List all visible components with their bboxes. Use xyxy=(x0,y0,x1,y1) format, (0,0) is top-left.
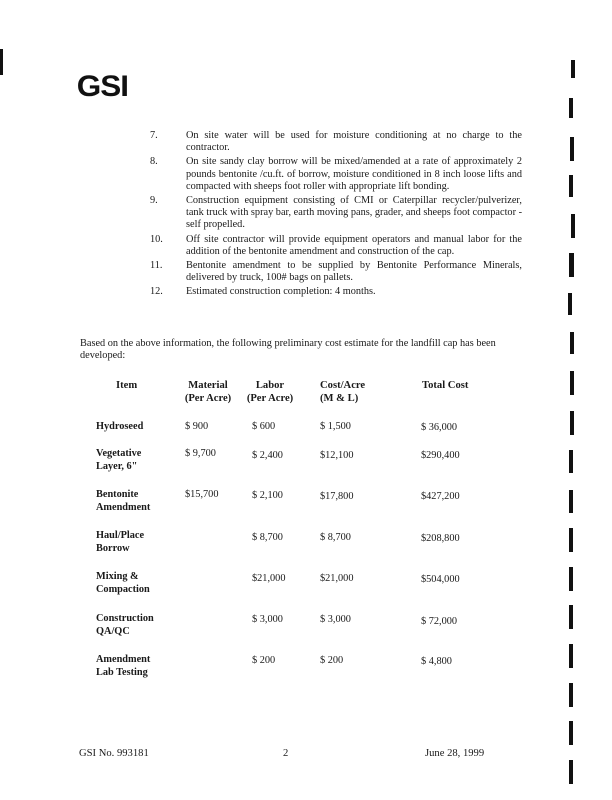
scan-mark xyxy=(571,60,575,78)
page-number: 2 xyxy=(283,748,289,759)
header-material-line2: (Per Acre) xyxy=(184,393,232,404)
row-labor: $ 2,100 xyxy=(252,490,283,501)
list-number: 9. xyxy=(150,195,158,207)
row-material: $ 900 xyxy=(185,421,209,432)
row-item: Vegetative Layer, 6" xyxy=(96,448,142,472)
list-text: Construction equipment consisting of CMI or Caterpillar recycler/pulverizer, tank truck with spray bar, earth moving pans, grader, and sheeps foot compactor - self propelled. xyxy=(186,195,523,231)
scan-mark xyxy=(569,567,573,591)
list-item xyxy=(150,286,522,298)
scan-mark xyxy=(571,214,575,238)
row-labor: $ 2,400 xyxy=(252,450,283,461)
header-labor-line1: Labor xyxy=(255,380,285,391)
document-number: GSI No. 993181 xyxy=(79,748,149,759)
header-total: Total Cost xyxy=(422,380,469,391)
row-cost: $ 3,000 xyxy=(320,614,351,625)
row-labor: $ 600 xyxy=(252,421,276,432)
header-labor xyxy=(242,379,298,405)
list-number: 12. xyxy=(150,286,163,298)
row-total: $ 72,000 xyxy=(421,616,458,627)
row-total: $ 4,800 xyxy=(421,656,452,667)
row-total: $427,200 xyxy=(421,491,460,502)
row-cost: $ 8,700 xyxy=(320,532,351,543)
scan-mark xyxy=(569,644,573,668)
company-logo: GSI xyxy=(76,70,128,103)
header-cost xyxy=(320,379,365,405)
row-cost: $12,100 xyxy=(320,450,354,461)
list-text: Off site contractor will provide equipment operators and manual labor for the addition of the bentonite amendment and construction of the cap. xyxy=(186,233,522,257)
list-item xyxy=(150,195,522,232)
list-item xyxy=(150,156,522,193)
row-total: $290,400 xyxy=(421,450,460,461)
header-item: Item xyxy=(116,380,138,391)
row-item: Mixing & Compaction xyxy=(96,571,150,595)
row-cost: $ 200 xyxy=(320,655,344,666)
scan-mark xyxy=(569,605,573,629)
scan-mark xyxy=(568,293,572,315)
list-text: On site sandy clay borrow will be mixed/amended at a rate of approximately 2 pounds bentonite /cu.ft. of borrow, moisture conditioned in 8 inch loose lifts and compacted with sheeps foot roller with appropriate lift bonding. xyxy=(186,156,522,192)
row-labor: $21,000 xyxy=(252,573,286,584)
header-cost-line2: (M & L) xyxy=(320,393,359,404)
row-labor: $ 8,700 xyxy=(252,532,283,543)
list-text: On site water will be used for moisture conditioning at no charge to the contractor. xyxy=(186,130,522,154)
list-item xyxy=(150,260,522,284)
list-number: 11. xyxy=(150,260,163,272)
scan-mark xyxy=(570,137,574,161)
list-item xyxy=(150,234,522,258)
row-item: Construction QA/QC xyxy=(96,613,154,637)
scan-mark xyxy=(569,175,573,197)
scan-mark xyxy=(569,253,574,277)
scan-mark xyxy=(570,371,574,395)
intro-paragraph: Based on the above information, the following preliminary cost estimate for the landfill cap has been developed: xyxy=(80,338,496,362)
scan-mark xyxy=(570,332,574,354)
numbered-list xyxy=(150,130,522,301)
scan-mark xyxy=(569,721,573,745)
header-material xyxy=(180,379,236,405)
row-labor: $ 3,000 xyxy=(252,614,283,625)
list-number: 8. xyxy=(150,156,158,168)
row-item: Haul/Place Borrow xyxy=(96,530,145,554)
row-material: $ 9,700 xyxy=(185,448,216,459)
row-total: $ 36,000 xyxy=(421,422,458,433)
row-total: $504,000 xyxy=(421,574,460,585)
scan-mark xyxy=(569,98,573,118)
row-item: Bentonite Amendment xyxy=(96,489,151,513)
scan-mark xyxy=(569,450,573,473)
scan-mark xyxy=(569,683,573,707)
row-material: $15,700 xyxy=(185,489,219,500)
scan-mark xyxy=(570,411,574,435)
row-total: $208,800 xyxy=(421,533,460,544)
document-date: June 28, 1999 xyxy=(425,748,485,759)
scan-mark xyxy=(0,49,3,75)
list-text: Bentonite amendment to be supplied by Bentonite Performance Minerals, delivered by truck, 100# bags on pallets. xyxy=(186,260,522,284)
scan-mark xyxy=(569,490,573,513)
scan-mark xyxy=(569,760,573,784)
row-labor: $ 200 xyxy=(252,655,276,666)
row-item: Amendment Lab Testing xyxy=(96,654,151,678)
row-cost: $17,800 xyxy=(320,491,354,502)
list-text: Estimated construction completion: 4 months. xyxy=(186,286,376,298)
scan-mark xyxy=(569,528,573,552)
row-cost: $21,000 xyxy=(320,573,354,584)
row-cost: $ 1,500 xyxy=(320,421,351,432)
header-material-line1: Material xyxy=(188,380,228,391)
list-item xyxy=(150,130,522,154)
header-labor-line2: (Per Acre) xyxy=(246,393,294,404)
list-number: 7. xyxy=(150,130,158,141)
header-cost-line1: Cost/Acre xyxy=(320,380,366,391)
row-item: Hydroseed xyxy=(96,421,144,432)
list-number: 10. xyxy=(150,233,163,245)
